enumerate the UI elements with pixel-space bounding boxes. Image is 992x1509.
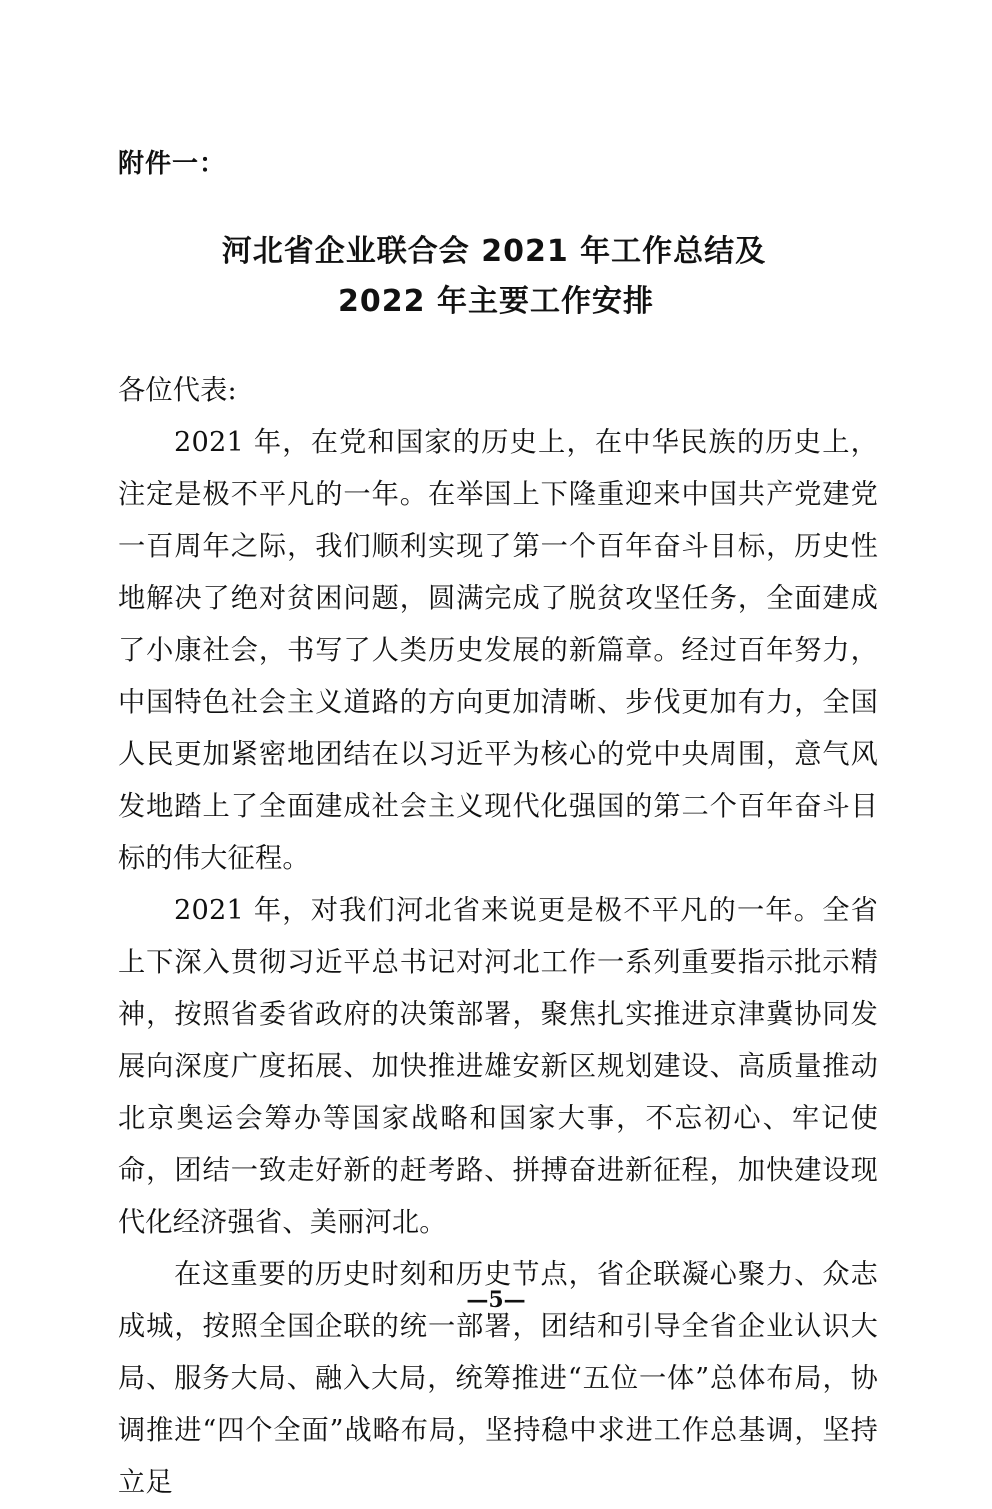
document-body <box>118 365 878 1509</box>
paragraph-3: 在这重要的历史时刻和历史节点，省企联凝心聚力、众志成城，按照全国企联的统一部署，团结和引导全省企业认识大局、服务大局、融入大局，统筹推进“五位一体”总体布局，协调推进“四个全面”战略布局，坚持稳中求进工作总基调，坚持立足 <box>118 1259 878 1498</box>
attachment-label: 附件一： <box>118 149 227 179</box>
document-title-line-2: 2022 年主要工作安排 <box>338 284 654 319</box>
salutation: 各位代表: <box>118 375 237 406</box>
document-title-line-1: 河北省企业联合会 2021 年工作总结及 <box>221 234 767 269</box>
page-number: —5— <box>466 1287 526 1313</box>
paragraph-2: 2021 年，对我们河北省来说更是极不平凡的一年。全省上下深入贯彻习近平总书记对河北工作一系列重要指示批示精神，按照省委省政府的决策部署，聚焦扎实推进京津冀协同发展向深度广度拓展、加快推进雄安新区规划建设、高质量推动北京奥运会筹办等国家战略和国家大事，不忘初心、牢记使命，团结一致走好新的赶考路、拼搏奋进新征程，加快建设现代化经济强省、美丽河北。 <box>118 895 878 1238</box>
paragraph-1: 2021 年，在党和国家的历史上，在中华民族的历史上，注定是极不平凡的一年。在举国上下隆重迎来中国共产党建党一百周年之际，我们顺利实现了第一个百年奋斗目标，历史性地解决了绝对贫困问题，圆满完成了脱贫攻坚任务，全面建成了小康社会，书写了人类历史发展的新篇章。经过百年努力，中国特色社会主义道路的方向更加清晰、步伐更加有力，全国人民更加紧密地团结在以习近平为核心的党中央周围，意气风发地踏上了全面建成社会主义现代化强国的第二个百年奋斗目标的伟大征程。 <box>118 427 878 874</box>
